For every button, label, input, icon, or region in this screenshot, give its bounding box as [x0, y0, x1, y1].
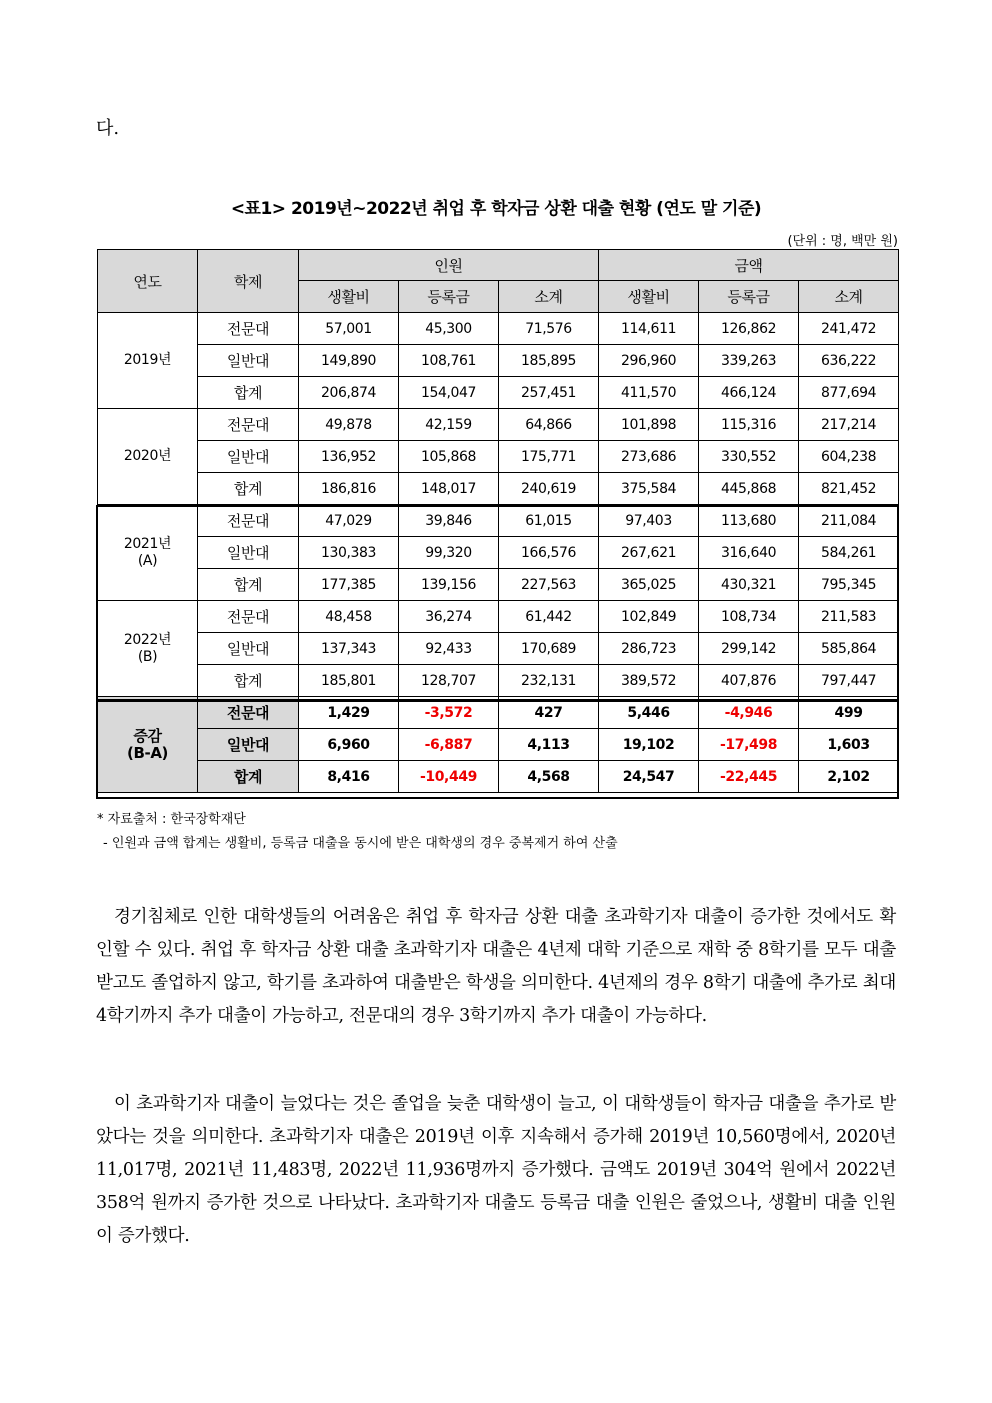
value-cell: 57,001 — [299, 313, 399, 345]
value-cell: 42,159 — [399, 409, 499, 441]
table-row — [98, 633, 899, 665]
continued-text: 다. — [96, 118, 120, 139]
header-amount: 금액 — [599, 250, 899, 281]
value-cell: 821,452 — [799, 473, 899, 505]
value-cell: 211,084 — [799, 505, 899, 537]
value-cell: 175,771 — [499, 441, 599, 473]
negative-value-cell: -10,449 — [399, 761, 499, 793]
value-cell: 99,320 — [399, 537, 499, 569]
value-cell: 4,568 — [499, 761, 599, 793]
remark-note: - 인원과 금액 합계는 생활비, 등록금 대출을 동시에 받은 대학생의 경우 중복제거 하여 산출 — [103, 836, 618, 851]
negative-value-cell: -4,946 — [699, 697, 799, 729]
value-cell: 170,689 — [499, 633, 599, 665]
value-cell: 240,619 — [499, 473, 599, 505]
diff-label-cell: 증감 (B-A) — [98, 697, 198, 793]
value-cell: 427 — [499, 697, 599, 729]
school-type-cell: 전문대 — [198, 409, 299, 441]
value-cell: 1,429 — [299, 697, 399, 729]
table-row — [98, 537, 899, 569]
year-cell: 2022년 (B) — [98, 601, 198, 697]
value-cell: 241,472 — [799, 313, 899, 345]
header-people: 인원 — [299, 250, 599, 281]
loan-status-table — [97, 249, 899, 793]
school-type-cell: 일반대 — [198, 729, 299, 761]
school-type-cell: 일반대 — [198, 537, 299, 569]
table-row — [98, 441, 899, 473]
table-row — [98, 345, 899, 377]
value-cell: 128,707 — [399, 665, 499, 697]
value-cell: 136,952 — [299, 441, 399, 473]
value-cell: 407,876 — [699, 665, 799, 697]
value-cell: 299,142 — [699, 633, 799, 665]
school-type-cell: 일반대 — [198, 345, 299, 377]
value-cell: 330,552 — [699, 441, 799, 473]
value-cell: 177,385 — [299, 569, 399, 601]
value-cell: 149,890 — [299, 345, 399, 377]
negative-value-cell: -3,572 — [399, 697, 499, 729]
school-type-cell: 합계 — [198, 665, 299, 697]
value-cell: 389,572 — [599, 665, 699, 697]
value-cell: 105,868 — [399, 441, 499, 473]
value-cell: 49,878 — [299, 409, 399, 441]
value-cell: 267,621 — [599, 537, 699, 569]
header-amount-tuition: 등록금 — [699, 281, 799, 313]
value-cell: 286,723 — [599, 633, 699, 665]
source-note: * 자료출처 : 한국장학재단 — [97, 812, 246, 827]
value-cell: 5,446 — [599, 697, 699, 729]
value-cell: 115,316 — [699, 409, 799, 441]
school-type-cell: 합계 — [198, 473, 299, 505]
value-cell: 137,343 — [299, 633, 399, 665]
value-cell: 61,442 — [499, 601, 599, 633]
school-type-cell: 일반대 — [198, 441, 299, 473]
school-type-cell: 합계 — [198, 569, 299, 601]
value-cell: 185,895 — [499, 345, 599, 377]
value-cell: 139,156 — [399, 569, 499, 601]
value-cell: 126,862 — [699, 313, 799, 345]
value-cell: 114,611 — [599, 313, 699, 345]
value-cell: 339,263 — [699, 345, 799, 377]
value-cell: 102,849 — [599, 601, 699, 633]
value-cell: 797,447 — [799, 665, 899, 697]
header-people-tuition: 등록금 — [399, 281, 499, 313]
body-paragraph: 경기침체로 인한 대학생들의 어려움은 취업 후 학자금 상환 대출 초과학기자 대출이 증가한 것에서도 확인할 수 있다. 취업 후 학자금 상환 대출 초과학기자 대출은 4년제 대학 기준으로 재학 중 8학기를 모두 대출받고도 졸업하지 않고, 학기를 초과하여 대출받은 학생을 의미한다. 4년제의 경우 8학기 대출에 추가로 최대 4학기까지 추가 대출이 가능하고, 전문대의 경우 3학기까지 추가 대출이 가능하다. — [96, 907, 896, 1026]
school-type-cell: 전문대 — [198, 601, 299, 633]
unit-note: (단위 : 명, 백만 원) — [787, 234, 898, 249]
value-cell: 206,874 — [299, 377, 399, 409]
table-row — [98, 665, 899, 697]
school-type-cell: 전문대 — [198, 697, 299, 729]
value-cell: 108,761 — [399, 345, 499, 377]
header-amount-living: 생활비 — [599, 281, 699, 313]
value-cell: 375,584 — [599, 473, 699, 505]
value-cell: 636,222 — [799, 345, 899, 377]
value-cell: 154,047 — [399, 377, 499, 409]
value-cell: 296,960 — [599, 345, 699, 377]
value-cell: 585,864 — [799, 633, 899, 665]
value-cell: 24,547 — [599, 761, 699, 793]
header-year: 연도 — [98, 250, 198, 313]
value-cell: 411,570 — [599, 377, 699, 409]
school-type-cell: 합계 — [198, 377, 299, 409]
value-cell: 36,274 — [399, 601, 499, 633]
table-row — [98, 313, 899, 345]
year-cell: 2019년 — [98, 313, 198, 409]
header-people-living: 생활비 — [299, 281, 399, 313]
value-cell: 1,603 — [799, 729, 899, 761]
year-cell: 2020년 — [98, 409, 198, 505]
header-school-type: 학제 — [198, 250, 299, 313]
school-type-cell: 합계 — [198, 761, 299, 793]
value-cell: 8,416 — [299, 761, 399, 793]
value-cell: 877,694 — [799, 377, 899, 409]
table-row — [98, 761, 899, 793]
value-cell: 499 — [799, 697, 899, 729]
value-cell: 185,801 — [299, 665, 399, 697]
value-cell: 148,017 — [399, 473, 499, 505]
table-title: <표1> 2019년~2022년 취업 후 학자금 상환 대출 현황 (연도 말 기준) — [230, 199, 762, 219]
value-cell: 186,816 — [299, 473, 399, 505]
header-amount-subtotal: 소계 — [799, 281, 899, 313]
school-type-cell: 전문대 — [198, 313, 299, 345]
value-cell: 101,898 — [599, 409, 699, 441]
table-row — [98, 377, 899, 409]
value-cell: 316,640 — [699, 537, 799, 569]
value-cell: 211,583 — [799, 601, 899, 633]
value-cell: 365,025 — [599, 569, 699, 601]
table-row — [98, 729, 899, 761]
year-cell: 2021년 (A) — [98, 505, 198, 601]
value-cell: 227,563 — [499, 569, 599, 601]
table-row — [98, 473, 899, 505]
value-cell: 217,214 — [799, 409, 899, 441]
table-row — [98, 505, 899, 537]
value-cell: 130,383 — [299, 537, 399, 569]
value-cell: 2,102 — [799, 761, 899, 793]
value-cell: 71,576 — [499, 313, 599, 345]
value-cell: 113,680 — [699, 505, 799, 537]
value-cell: 273,686 — [599, 441, 699, 473]
value-cell: 584,261 — [799, 537, 899, 569]
negative-value-cell: -22,445 — [699, 761, 799, 793]
negative-value-cell: -6,887 — [399, 729, 499, 761]
value-cell: 108,734 — [699, 601, 799, 633]
value-cell: 64,866 — [499, 409, 599, 441]
value-cell: 45,300 — [399, 313, 499, 345]
value-cell: 39,846 — [399, 505, 499, 537]
table-row — [98, 569, 899, 601]
value-cell: 795,345 — [799, 569, 899, 601]
value-cell: 6,960 — [299, 729, 399, 761]
value-cell: 430,321 — [699, 569, 799, 601]
value-cell: 445,868 — [699, 473, 799, 505]
table-row — [98, 601, 899, 633]
table-row — [98, 697, 899, 729]
value-cell: 47,029 — [299, 505, 399, 537]
value-cell: 232,131 — [499, 665, 599, 697]
value-cell: 97,403 — [599, 505, 699, 537]
table-row — [98, 409, 899, 441]
header-people-subtotal: 소계 — [499, 281, 599, 313]
value-cell: 466,124 — [699, 377, 799, 409]
value-cell: 61,015 — [499, 505, 599, 537]
value-cell: 4,113 — [499, 729, 599, 761]
body-paragraph: 이 초과학기자 대출이 늘었다는 것은 졸업을 늦춘 대학생이 늘고, 이 대학생들이 학자금 대출을 추가로 받았다는 것을 의미한다. 초과학기자 대출은 2019년 이후 지속해서 증가해 2019년 10,560명에서, 2020년 11,017명, 2021년 11,483명, 2022년 11,936명까지 증가했다. 금액도 2019년 304억 원에서 2022년 358억 원까지 증가한 것으로 나타났다. 초과학기자 대출도 등록금 대출 인원은 줄었으나, 생활비 대출 인원이 증가했다. — [96, 1094, 896, 1246]
school-type-cell: 일반대 — [198, 633, 299, 665]
value-cell: 92,433 — [399, 633, 499, 665]
value-cell: 257,451 — [499, 377, 599, 409]
value-cell: 48,458 — [299, 601, 399, 633]
negative-value-cell: -17,498 — [699, 729, 799, 761]
value-cell: 19,102 — [599, 729, 699, 761]
value-cell: 166,576 — [499, 537, 599, 569]
school-type-cell: 전문대 — [198, 505, 299, 537]
value-cell: 604,238 — [799, 441, 899, 473]
